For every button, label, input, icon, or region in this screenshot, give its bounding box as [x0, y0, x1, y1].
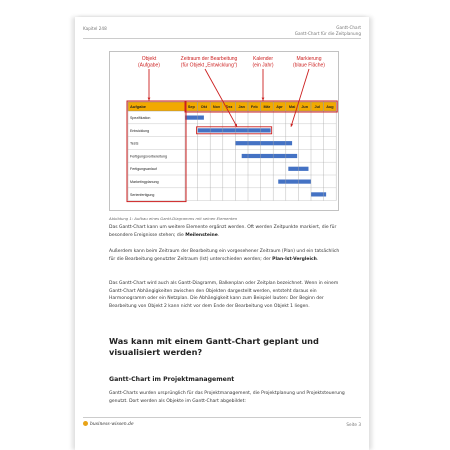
month-label: Dez [225, 105, 233, 110]
callout-kalender-line-1: Kalender [252, 56, 274, 62]
bold-term-plan-ist: Plan-Ist-Vergleich [272, 256, 317, 262]
paragraph-plan-ist [109, 248, 345, 263]
callout-objekt-line-2: (Aufgabe) [138, 62, 160, 69]
month-label: Jul [314, 105, 321, 110]
task-label: Marketingplanung [130, 180, 159, 184]
header-title: Gantt-Chart [336, 25, 361, 30]
paragraph-text: . [316, 256, 319, 262]
task-label: Entwicklung [130, 128, 150, 133]
month-label: Nov [212, 105, 221, 110]
callout-zeitraum-line-1: Zeitraum der Bearbeitung [180, 56, 238, 62]
month-label: Feb [250, 105, 258, 110]
task-bar [185, 116, 204, 120]
task-bar [242, 154, 297, 158]
paragraph-meilensteine [109, 224, 345, 239]
paragraph-text: Außerdem kann beim Zeitraum der Bearbeitung ein vorgesehener Zeitraum (Plan) und ein tatsächlich für die Bearbeitung genutzter Zeitraum (Ist) unterschieden werden; der [109, 249, 340, 262]
paragraph-harmonogramm: Das Gantt-Chart wird auch als Gantt-Diagramm, Balkenplan oder Zeitplan bezeichnet. Wenn in einem Gantt-Chart Abhängigkeiten zwischen den Objekten dargestellt werden, entsteht daraus ein Harmonogramm oder ein Netzplan. Die Abhängigkeit kann zum Beispiel lauten: Der Beginn der Bearbeitung von Objekt 2 kann nicht vor dem Ende der Bearbeitung von Objekt 1 liegen. [109, 281, 339, 309]
subsection-heading: Gantt-Chart im Projektmanagement [109, 376, 235, 383]
task-bar [198, 128, 271, 132]
gantt-figure [109, 51, 339, 211]
header-label-aufgabe: Aufgabe [130, 104, 146, 110]
task-bar [311, 192, 326, 196]
paragraph-text: Das Gantt-Chart kann um weitere Elemente ergänzt werden. Oft werden Zeitpunkte markiert, die für besondere Ereignisse stehen; die [109, 225, 337, 238]
callout-objekt-line-1: Objekt [141, 56, 157, 62]
bold-term-meilensteine: Meilensteine [185, 232, 218, 238]
header-subtitle: Gantt-Chart für die Zeitplanung [294, 31, 361, 36]
section-heading: Was kann mit einem Gantt-Chart geplant und visualisiert werden? [109, 336, 319, 357]
callout-kalender-line-2: (ein Jahr) [252, 62, 274, 69]
callout-zeitraum-line-2: (für Objekt „Entwicklung“) [180, 62, 238, 69]
page-number: Seite 3 [346, 422, 361, 427]
month-label: Sep [187, 105, 195, 110]
month-label: Aug [326, 105, 334, 110]
footer-divider [83, 417, 361, 418]
month-label: Jun [301, 105, 309, 110]
task-label: Serienfertigung [130, 192, 155, 197]
task-bar [235, 141, 292, 145]
header-divider [83, 38, 361, 39]
task-label: Fertigungsvorbereitung [130, 154, 167, 159]
paragraph-projektmanagement: Gantt-Charts wurden ursprünglich für das Projektmanagement, die Projektplanung und Projektsteuerung genutzt. Dort werden als Objekte im Gantt-Chart abgebildet: [109, 391, 345, 404]
paragraph-text: . [217, 232, 220, 238]
month-label: Jan [238, 105, 245, 110]
footer-logo[interactable] [83, 421, 134, 427]
callout-markierung-line-1: Markierung [296, 56, 322, 62]
logo-icon [83, 421, 88, 426]
month-label: Mär [263, 105, 271, 110]
callout-markierung-line-2: (blaue Fläche) [293, 62, 325, 69]
task-label: Spezifikation [130, 116, 151, 120]
header-chapter: Kapitel 248 [83, 26, 107, 31]
figure-caption: Abbildung 1: Aufbau eines Gantt-Diagramms mit seinen Elementen [109, 216, 238, 221]
month-label: Okt [200, 105, 208, 110]
document-page [75, 17, 369, 450]
task-label: Fertigungsanlauf [130, 167, 157, 172]
task-bar [278, 180, 311, 184]
logo-text: business-wissen.de [90, 422, 134, 427]
month-label: Apr [276, 105, 283, 110]
month-label: Mai [288, 105, 296, 110]
task-label: Tests [130, 141, 139, 146]
